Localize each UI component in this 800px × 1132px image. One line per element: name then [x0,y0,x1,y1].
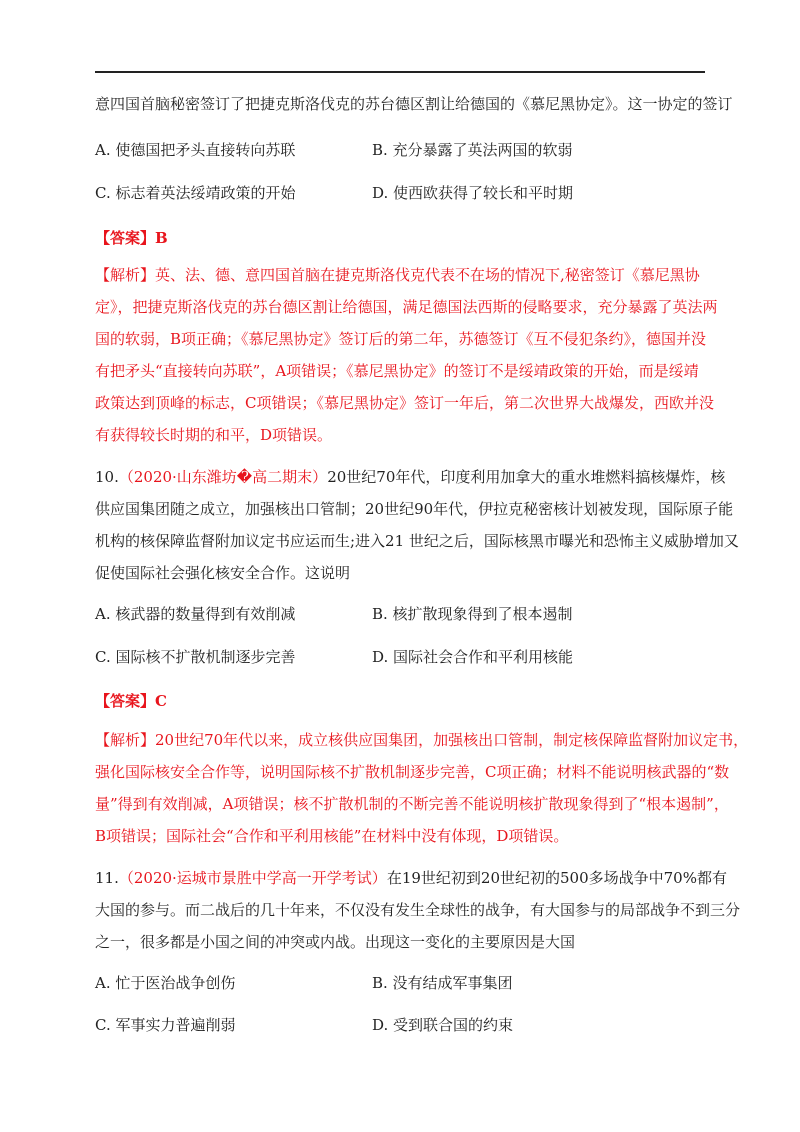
q10-stem-line: 供应国集团随之成立，加强核出口管制；20世纪90年代，伊拉克秘密核计划被发现，国际原子能 [95,500,734,518]
q10-number: 10. [95,468,119,486]
q9-analysis-line: 【解析】英、法、德、意四国首脑在捷克斯洛伐克代表不在场的情况下,秘密签订《慕尼黑协 [95,266,700,284]
q9-option-d[interactable]: D. 使西欧获得了较长和平时期 [372,184,574,202]
q10-option-c[interactable]: C. 国际核不扩散机制逐步完善 [95,648,296,666]
q9-answer-value: B [155,229,168,247]
q10-analysis-line: 【解析】20世纪70年代以来，成立核供应国集团，加强核出口管制，制定核保障监督附加议定书， [95,731,749,749]
q10-answer [95,689,720,713]
q9-analysis-line: 有把矛头“直接转向苏联”，A项错误；《慕尼黑协定》的签订不是绥靖政策的开始，而是绥靖 [95,362,699,380]
q10-option-a[interactable]: A. 核武器的数量得到有效削减 [95,605,296,623]
q9-answer [95,226,720,250]
q9-answer-label: 【答案】 [95,229,156,247]
q10-source: （2020·山东潍坊�高二期末） [118,468,328,486]
q11-options-row-1 [95,971,720,995]
q11-option-a[interactable]: A. 忙于医治战争创伤 [95,974,236,992]
q9-analysis-line: 定》，把捷克斯洛伐克的苏台德区割让给德国，满足德国法西斯的侵略要求，充分暴露了英法两 [95,298,718,316]
q9-analysis [95,259,720,451]
q9-option-b[interactable]: B. 充分暴露了英法两国的软弱 [372,141,573,159]
q10-analysis-line: B项错误；国际社会“合作和平利用核能”在材料中没有体现，D项错误。 [95,827,569,845]
q9-analysis-line: 政策达到顶峰的标志，C项错误；《慕尼黑协定》签订一年后，第二次世界大战爆发，西欧并没 [95,394,714,412]
q11-option-d[interactable]: D. 受到联合国的约束 [372,1016,514,1034]
q10-stem-line: 促使国际社会强化核安全合作。这说明 [95,564,351,582]
q10-options-row-2 [95,645,720,669]
q10-analysis-line: 量”得到有效削减，A项错误；核不扩散机制的不断完善不能说明核扩散现象得到了“根本遏制”， [95,795,729,813]
q11-stem-first-line [95,862,727,894]
q9-option-c[interactable]: C. 标志着英法绥靖政策的开始 [95,184,296,202]
q9-stem-tail [95,88,733,120]
q10-analysis [95,724,749,852]
q9-analysis-line: 国的软弱，B项正确；《慕尼黑协定》签订后的第二年，苏德签订《互不侵犯条约》，德国并没 [95,330,707,348]
q9-options-row-1 [95,138,720,162]
q9-option-a[interactable]: A. 使德国把矛头直接转向苏联 [95,141,296,159]
q9-stem-line: 意四国首脑秘密签订了把捷克斯洛伐克的苏台德区割让给德国的《慕尼黑协定》。这一协定的签订 [95,95,733,113]
q9-analysis-line: 有获得较长时期的和平，D项错误。 [95,426,333,444]
q10-answer-label: 【答案】 [95,692,156,710]
q11-number: 11. [95,869,119,887]
q10-stem-start: 20世纪70年代，印度利用加拿大的重水堆燃料搞核爆炸，核 [327,468,726,486]
q11-stem-line: 大国的参与。而二战后的几十年来，不仅没有发生全球性的战争，有大国参与的局部战争不到三分 [95,901,741,919]
q11-option-c[interactable]: C. 军事实力普遍削弱 [95,1016,236,1034]
q10-stem-first-line [95,461,726,493]
q10-stem [95,461,739,589]
q10-option-d[interactable]: D. 国际社会合作和平利用核能 [372,648,574,666]
q10-options-row-1 [95,602,720,626]
q11-source: （2020·运城市景胜中学高一开学考试） [118,869,387,887]
q10-answer-value: C [155,692,167,710]
q10-stem-line: 机构的核保障监督附加议定书应运而生;进入21 世纪之后，国际核黑市曝光和恐怖主义威胁增加又 [95,532,739,550]
q9-options-row-2 [95,181,720,205]
q10-option-b[interactable]: B. 核扩散现象得到了根本遏制 [372,605,573,623]
q11-stem [95,862,741,958]
q11-stem-line: 之一，很多都是小国之间的冲突或内战。出现这一变化的主要原因是大国 [95,933,576,951]
q10-analysis-line: 强化国际核安全合作等，说明国际核不扩散机制逐步完善，C项正确；材料不能说明核武器的“数 [95,763,730,781]
q11-stem-start: 在19世纪初到20世纪初的500多场战争中70%都有 [386,869,727,887]
q11-option-b[interactable]: B. 没有结成军事集团 [372,974,513,992]
header-rule [95,71,705,73]
q11-options-row-2 [95,1013,720,1037]
